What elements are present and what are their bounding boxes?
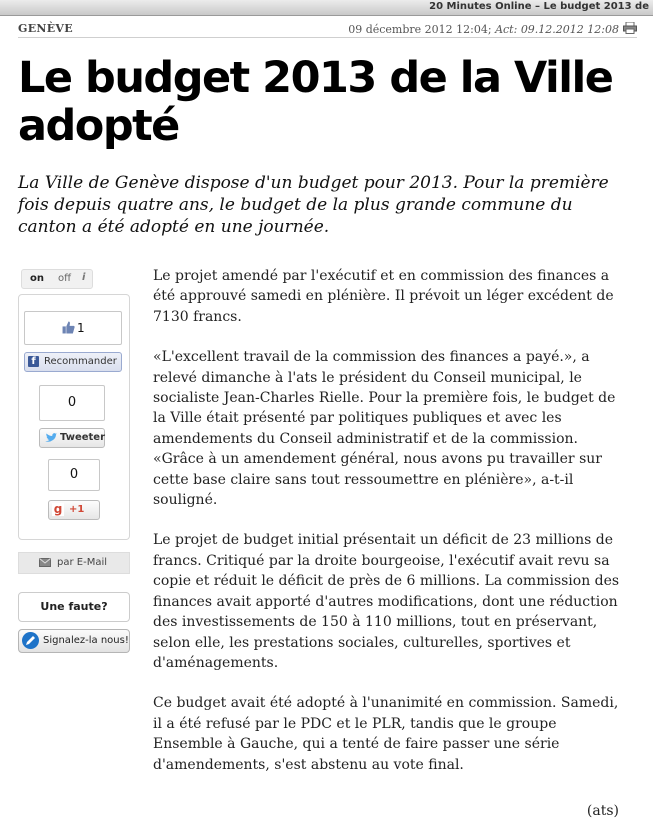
toggle-on[interactable]: on (30, 273, 44, 284)
google-plus-label: +1 (69, 504, 85, 515)
facebook-recommend-label: Recommander (44, 356, 117, 367)
error-report-box (18, 592, 130, 622)
header-divider (18, 37, 637, 38)
paragraph: Le projet amendé par l'exécutif et en commission des finances a été approuvé samedi en plénière. Il prévoit un léger excédent de 7130 francs. (153, 268, 614, 325)
article-source: (ats) (586, 803, 619, 819)
info-icon[interactable]: i (82, 272, 86, 283)
window-titlebar (0, 0, 653, 16)
article-title: Le budget 2013 de la Ville adopté (18, 53, 613, 151)
article-lead: La Ville de Genève dispose d'un budget pour 2013. Pour la première fois depuis quatre ans, le budget de la plus grande commune du canton a été adopté en une journée. (18, 173, 609, 237)
facebook-count-box (24, 311, 122, 345)
tweet-button[interactable] (39, 428, 105, 448)
window-title: 20 Minutes Online – Le budget 2013 de (429, 1, 649, 12)
google-count-box (48, 459, 100, 491)
twitter-count-box (39, 385, 105, 421)
email-label: par E-Mail (57, 557, 108, 568)
google-count: 0 (69, 467, 79, 482)
facebook-count: 1 (77, 321, 85, 335)
error-question: Une faute? (40, 600, 108, 613)
paragraph: Ce budget avait été adopté à l'unanimité en commission. Samedi, il a été refusé par le PDC et le PLR, tandis que le groupe Ensemble à Gauche, qui a tenté de faire passer une série d'amendements, s'est abstenu au vote final. (153, 695, 619, 773)
email-share-button[interactable] (18, 552, 130, 574)
toggle-off[interactable]: off (58, 273, 72, 284)
pencil-icon (22, 632, 39, 649)
google-icon: g (53, 502, 63, 516)
google-plus-button[interactable] (48, 500, 100, 520)
facebook-icon: f (28, 356, 39, 367)
thumbs-up-icon (62, 321, 75, 334)
social-toggle[interactable] (21, 269, 93, 289)
updated-date: 09.12.2012 12:08 (520, 23, 619, 36)
twitter-count: 0 (67, 395, 77, 410)
section-label[interactable]: GENÈVE (18, 22, 73, 35)
paragraph: Le projet de budget initial présentait un déficit de 23 millions de francs. Critiqué par la droite bourgeoise, l'exécutif avait revu sa copie et réduit le déficit de près de 6 millions. La commission des finances avait apporté d'autres modifications, dont une réduction des investissements de 150 à 110 millions, tout en préservant, selon elle, les prestations sociales, culturelles, sportives et d'aménagements. (153, 532, 620, 671)
twitter-bird-icon (45, 433, 57, 443)
report-error-button[interactable] (18, 629, 130, 653)
dateline (348, 23, 619, 36)
paragraph: «L'excellent travail de la commission des finances a payé.», a relevé dimanche à l'ats le président du Conseil municipal, le socialiste Jean-Charles Rielle. Pour la première fois, le budget de la Ville était présenté par politiques publiques et avec les amendements du Conseil administratif et de la commission. «Grâce à un amendement général, nous avons pu travailler sur cette base claire sans tout ressoumettre en plénière», a-t-il souligné. (153, 349, 616, 509)
facebook-recommend-button[interactable] (24, 352, 122, 372)
report-error-label: Signalez-la nous! (43, 635, 129, 646)
updated-label: Act: (495, 23, 518, 36)
tweet-label: Tweeter (60, 432, 106, 443)
publish-date: 09 décembre 2012 12:04; (348, 23, 492, 36)
envelope-icon (39, 558, 51, 567)
print-icon[interactable] (623, 22, 637, 34)
article-body (153, 266, 625, 795)
